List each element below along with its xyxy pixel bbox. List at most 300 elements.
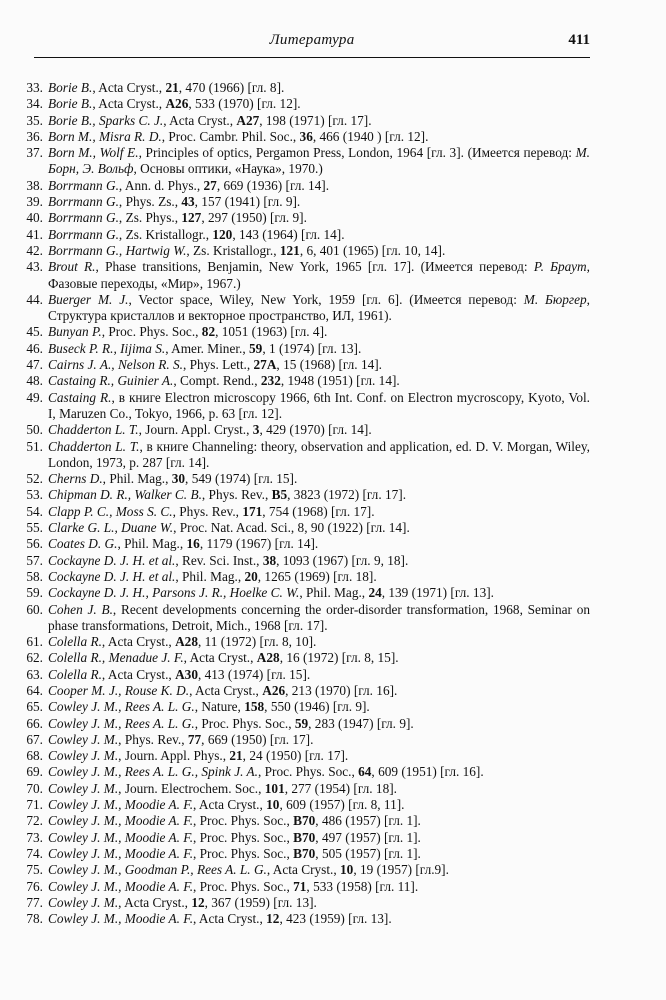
- reference-number: 57.: [26, 552, 43, 568]
- author-names: Colella R., Menadue J. F.: [48, 650, 184, 666]
- volume-number: A26: [262, 682, 286, 698]
- volume-number: 38: [262, 552, 277, 568]
- citation-text: , Phys. Rev.,: [118, 731, 188, 747]
- citation-text: , Phys. Zs.,: [118, 194, 182, 210]
- author-names: Brout R.: [48, 259, 96, 275]
- reference-entry: [10, 487, 590, 503]
- reference-number: 40.: [26, 210, 43, 226]
- citation-text: , 139 (1971) [гл. 13].: [381, 585, 494, 601]
- citation-text: , Vector space, Wiley, New York, 1959 [гл. 6]. (Имеется перевод:: [128, 291, 524, 307]
- reference-entry: [10, 357, 590, 373]
- citation-text: , 413 (1974) [гл. 15].: [197, 666, 311, 682]
- author-names: Borrmann G.: [48, 194, 119, 210]
- reference-text: [48, 716, 590, 732]
- citation-text: , Journ. Electrochem. Soc.,: [118, 780, 265, 796]
- volume-number: 82: [201, 324, 216, 340]
- reference-entry: [10, 602, 590, 635]
- author-names: Borie B.: [48, 80, 93, 95]
- reference-text: [48, 634, 590, 650]
- citation-text: , Acta Cryst.,: [163, 112, 237, 128]
- author-names: Castaing R., Guinier A.: [48, 373, 174, 389]
- citation-text: , Acta Cryst.,: [92, 96, 166, 112]
- citation-text: , 3823 (1972) [гл. 17].: [287, 487, 407, 503]
- author-names: М. Борн, Э. Вольф: [48, 145, 591, 177]
- volume-number: B5: [271, 487, 288, 503]
- reference-entry: [10, 292, 590, 325]
- reference-text: [48, 292, 590, 325]
- reference-number: 45.: [26, 324, 43, 340]
- citation-text: , 533 (1970) [гл. 12].: [188, 96, 301, 112]
- author-names: Cowley J. M., Rees A. L. G.: [48, 699, 195, 715]
- citation-text: , 466 (1940 ) [гл. 12].: [312, 128, 429, 144]
- citation-text: , Phys. Rev.,: [201, 487, 272, 503]
- reference-text: [48, 879, 590, 895]
- volume-number: A26: [165, 96, 189, 112]
- reference-number: 77.: [26, 894, 43, 910]
- page-number: 411: [568, 32, 590, 48]
- volume-number: 101: [264, 780, 285, 796]
- volume-number: 59: [294, 715, 309, 731]
- citation-text: , 423 (1959) [гл. 13].: [279, 911, 392, 927]
- reference-text: [48, 96, 590, 112]
- citation-text: , Acta Cryst.,: [183, 650, 257, 666]
- author-names: Borie B.: [48, 96, 93, 112]
- citation-text: , Proc. Cambr. Phil. Soc.,: [161, 128, 300, 144]
- reference-entry: [10, 634, 590, 650]
- reference-number: 49.: [26, 389, 43, 405]
- citation-text: , Acta Cryst.,: [193, 797, 267, 813]
- citation-text: , Proc. Phys. Soc.,: [193, 878, 294, 894]
- volume-number: 171: [242, 503, 263, 519]
- reference-entry: [10, 145, 590, 178]
- volume-number: 120: [212, 226, 233, 242]
- reference-entry: [10, 504, 590, 520]
- citation-text: , Acta Cryst.,: [101, 666, 176, 682]
- reference-number: 38.: [26, 177, 43, 193]
- citation-text: , Compt. Rend.,: [173, 373, 261, 389]
- citation-text: , Zs. Kristallogr.,: [186, 242, 280, 258]
- citation-text: , 15 (1968) [гл. 14].: [276, 357, 383, 373]
- citation-text: , 367 (1959) [гл. 13].: [204, 894, 317, 910]
- author-names: Colella R.: [48, 666, 102, 682]
- reference-entry: [10, 895, 590, 911]
- citation-text: , 213 (1970) [гл. 16].: [285, 682, 398, 698]
- reference-number: 46.: [26, 340, 43, 356]
- reference-text: [48, 602, 590, 635]
- author-names: М. Бюргер: [523, 291, 587, 307]
- citation-text: , 1179 (1967) [гл. 14].: [199, 536, 319, 552]
- citation-text: , Zs. Phys.,: [118, 210, 182, 226]
- reference-text: [48, 846, 590, 862]
- reference-text: [48, 210, 590, 226]
- citation-text: , 297 (1950) [гл. 9].: [201, 210, 307, 226]
- citation-text: , 470 (1966) [гл. 8].: [178, 80, 285, 95]
- author-names: Cairns J. A., Nelson R. S.: [48, 357, 183, 373]
- author-names: Clapp P. C., Moss S. C.: [48, 503, 173, 519]
- citation-text: , Nature,: [194, 699, 245, 715]
- reference-number: 43.: [26, 259, 43, 275]
- reference-number: 35.: [26, 112, 43, 128]
- citation-text: , Phys. Rev.,: [172, 503, 243, 519]
- reference-number: 36.: [26, 128, 43, 144]
- reference-entry: [10, 113, 590, 129]
- citation-text: , 157 (1941) [гл. 9].: [194, 194, 301, 210]
- citation-text: , Acta Cryst.,: [92, 80, 166, 95]
- reference-entry: [10, 553, 590, 569]
- volume-number: 158: [244, 699, 265, 715]
- reference-entry: [10, 764, 590, 780]
- citation-text: , Acta Cryst.,: [193, 911, 267, 927]
- citation-text: , Proc. Phys. Soc.,: [193, 829, 294, 845]
- author-names: Cohen J. B.: [48, 601, 113, 617]
- author-names: Borrmann G.: [48, 226, 119, 242]
- reference-text: [48, 341, 590, 357]
- volume-number: 12: [266, 911, 280, 927]
- citation-text: , 497 (1957) [гл. 1].: [315, 829, 421, 845]
- citation-text: , Zs. Kristallogr.,: [118, 226, 213, 242]
- reference-entry: [10, 210, 590, 226]
- author-names: Buerger M. J.: [48, 291, 129, 307]
- volume-number: 77: [187, 731, 202, 747]
- citation-text: , 198 (1971) [гл. 17].: [259, 112, 372, 128]
- reference-entry: [10, 324, 590, 340]
- reference-entry: [10, 797, 590, 813]
- volume-number: A28: [175, 634, 198, 650]
- reference-text: [48, 569, 590, 585]
- reference-number: 66.: [26, 715, 43, 731]
- citation-text: , 550 (1946) [гл. 9].: [264, 699, 370, 715]
- volume-number: 16: [186, 536, 200, 552]
- author-names: Cowley J. M.: [48, 780, 119, 796]
- citation-text: , 1093 (1967) [гл. 9, 18].: [276, 552, 409, 568]
- volume-number: A28: [256, 650, 280, 666]
- running-title: Литература: [269, 32, 355, 48]
- citation-text: , Amer. Miner.,: [165, 340, 250, 356]
- reference-entry: [10, 422, 590, 438]
- author-names: Chadderton L. T.: [48, 438, 140, 454]
- volume-number: B70: [293, 813, 316, 829]
- volume-number: A27: [236, 112, 260, 128]
- volume-number: 36: [299, 128, 313, 144]
- reference-number: 37.: [26, 145, 43, 161]
- reference-number: 33.: [26, 80, 43, 95]
- reference-text: [48, 699, 590, 715]
- volume-number: 43: [181, 194, 195, 210]
- author-names: Chipman D. R., Walker C. B.: [48, 487, 202, 503]
- author-names: Born M., Wolf E.: [48, 145, 139, 161]
- reference-text: [48, 357, 590, 373]
- author-names: Cooper M. J., Rouse K. D.: [48, 682, 190, 698]
- reference-entry: [10, 390, 590, 423]
- volume-number: 20: [244, 568, 258, 584]
- author-names: Clarke G. L., Duane W.: [48, 520, 174, 536]
- reference-number: 59.: [26, 585, 43, 601]
- reference-entry: [10, 650, 590, 666]
- citation-text: , 277 (1954) [гл. 18].: [284, 780, 397, 796]
- reference-number: 61.: [26, 634, 43, 650]
- reference-text: [48, 471, 590, 487]
- citation-text: , Proc. Phys. Soc.,: [193, 813, 294, 829]
- reference-list: [10, 80, 590, 927]
- volume-number: 232: [260, 373, 281, 389]
- reference-entry: [10, 911, 590, 927]
- reference-number: 52.: [26, 471, 43, 487]
- reference-number: 62.: [26, 650, 43, 666]
- author-names: Р. Браут: [533, 259, 587, 275]
- reference-entry: [10, 96, 590, 112]
- reference-text: [48, 732, 590, 748]
- reference-entry: [10, 813, 590, 829]
- reference-number: 72.: [26, 813, 43, 829]
- citation-text: , 669 (1950) [гл. 17].: [201, 731, 314, 747]
- volume-number: 127: [181, 210, 202, 226]
- citation-text: , 6, 401 (1965) [гл. 10, 14].: [299, 242, 446, 258]
- citation-text: , Proc. Phys. Soc.,: [194, 715, 295, 731]
- citation-text: , 1 (1974) [гл. 13].: [262, 340, 362, 356]
- reference-number: 48.: [26, 373, 43, 389]
- reference-number: 54.: [26, 503, 43, 519]
- volume-number: 64: [358, 764, 372, 780]
- reference-number: 47.: [26, 357, 43, 373]
- reference-entry: [10, 80, 590, 96]
- citation-text: , Phase transitions, Benjamin, New York, 1965 [гл. 17]. (Имеется перевод:: [95, 259, 534, 275]
- volume-number: 59: [249, 340, 263, 356]
- reference-number: 65.: [26, 699, 43, 715]
- reference-text: [48, 650, 590, 666]
- reference-text: [48, 227, 590, 243]
- citation-text: , 143 (1964) [гл. 14].: [232, 226, 345, 242]
- volume-number: 3: [252, 422, 260, 438]
- author-names: Colella R.: [48, 634, 102, 650]
- reference-text: [48, 259, 590, 292]
- citation-text: , Proc. Phys. Soc.,: [101, 324, 202, 340]
- author-names: Borrmann G., Hartwig W.: [48, 242, 187, 258]
- reference-entry: [10, 259, 590, 292]
- citation-text: , Acta Cryst.,: [266, 862, 341, 878]
- author-names: Chadderton L. T.: [48, 422, 139, 438]
- author-names: Coates D. G.: [48, 536, 118, 552]
- volume-number: 10: [340, 862, 354, 878]
- reference-text: [48, 439, 590, 472]
- author-names: Cowley J. M., Moodie A. F.: [48, 829, 194, 845]
- author-names: Cowley J. M.: [48, 731, 119, 747]
- reference-text: [48, 129, 590, 145]
- author-names: Cowley J. M., Rees A. L. G.: [48, 715, 195, 731]
- reference-entry: [10, 846, 590, 862]
- author-names: Cockayne D. J. H. et al.: [48, 568, 176, 584]
- header-rule: [34, 57, 590, 58]
- reference-number: 75.: [26, 862, 43, 878]
- citation-text: , Proc. Nat. Acad. Sci., 8, 90 (1922) [гл. 14].: [173, 520, 410, 536]
- reference-entry: [10, 227, 590, 243]
- reference-entry: [10, 667, 590, 683]
- reference-number: 58.: [26, 568, 43, 584]
- citation-text: , 549 (1974) [гл. 15].: [185, 471, 298, 487]
- reference-text: [48, 813, 590, 829]
- reference-number: 53.: [26, 487, 43, 503]
- citation-text: , в книге Channeling: theory, observation and application, ed. D. V. Morgan, Wiley, London, 1973, p. 287 [гл. 14].: [48, 438, 590, 470]
- citation-text: , Rev. Sci. Inst.,: [175, 552, 263, 568]
- reference-text: [48, 178, 590, 194]
- author-names: Borie B., Sparks C. J.: [48, 112, 164, 128]
- citation-text: , 1948 (1951) [гл. 14].: [280, 373, 400, 389]
- author-names: Cowley J. M., Moodie A. F.: [48, 878, 194, 894]
- reference-entry: [10, 781, 590, 797]
- citation-text: , Структура кристаллов и векторное пространство, ИЛ, 1961).: [48, 291, 590, 324]
- reference-number: 44.: [26, 291, 43, 307]
- reference-text: [48, 764, 590, 780]
- citation-text: , 429 (1970) [гл. 14].: [259, 422, 372, 438]
- author-names: Borrmann G.: [48, 210, 119, 226]
- citation-text: , 609 (1957) [гл. 8, 11].: [279, 797, 405, 813]
- reference-text: [48, 748, 590, 764]
- citation-text: , 505 (1957) [гл. 1].: [315, 845, 421, 861]
- reference-entry: [10, 830, 590, 846]
- citation-text: , Основы оптики, «Наука», 1970.): [133, 161, 323, 177]
- reference-number: 34.: [26, 96, 43, 112]
- citation-text: , Phys. Lett.,: [182, 357, 254, 373]
- reference-text: [48, 80, 590, 96]
- volume-number: 121: [279, 242, 300, 258]
- reference-number: 56.: [26, 536, 43, 552]
- reference-number: 42.: [26, 242, 43, 258]
- reference-entry: [10, 178, 590, 194]
- reference-entry: [10, 862, 590, 878]
- reference-entry: [10, 699, 590, 715]
- reference-number: 55.: [26, 520, 43, 536]
- reference-entry: [10, 129, 590, 145]
- citation-text: , 24 (1950) [гл. 17].: [242, 748, 349, 764]
- citation-text: , 754 (1968) [гл. 17].: [262, 503, 375, 519]
- reference-text: [48, 487, 590, 503]
- reference-entry: [10, 585, 590, 601]
- citation-text: , в книге Electron microscopy 1966, 6th Int. Conf. on Electron mycroscopy, Kyoto, Vol. I, Maruzen Co., Tokyo, 1966, p. 63 [гл. 12].: [48, 389, 591, 421]
- page-header: [34, 32, 590, 54]
- citation-text: , Phil. Mag.,: [102, 471, 172, 487]
- reference-number: 63.: [26, 666, 43, 682]
- reference-text: [48, 243, 590, 259]
- reference-number: 74.: [26, 845, 43, 861]
- author-names: Cowley J. M., Moodie A. F.: [48, 845, 194, 861]
- author-names: Cowley J. M., Moodie A. F.: [48, 911, 194, 927]
- reference-number: 76.: [26, 878, 43, 894]
- author-names: Cockayne D. J. H., Parsons J. R., Hoelke C. W.: [48, 585, 300, 601]
- citation-text: , Phil. Mag.,: [299, 585, 369, 601]
- volume-number: 71: [293, 878, 307, 894]
- citation-text: , Proc. Phys. Soc.,: [258, 764, 359, 780]
- volume-number: B70: [293, 845, 316, 861]
- reference-text: [48, 520, 590, 536]
- reference-number: 69.: [26, 764, 43, 780]
- reference-entry: [10, 471, 590, 487]
- citation-text: , Acta Cryst.,: [118, 894, 192, 910]
- reference-text: [48, 194, 590, 210]
- reference-entry: [10, 373, 590, 389]
- citation-text: , 609 (1951) [гл. 16].: [371, 764, 484, 780]
- reference-text: [48, 373, 590, 389]
- volume-number: 27: [203, 177, 217, 193]
- reference-text: [48, 797, 590, 813]
- author-names: Cowley J. M., Moodie A. F.: [48, 797, 194, 813]
- author-names: Cowley J. M., Moodie A. F.: [48, 813, 194, 829]
- reference-entry: [10, 879, 590, 895]
- citation-text: , Acta Cryst.,: [189, 682, 263, 698]
- volume-number: 21: [229, 748, 243, 764]
- citation-text: , 283 (1947) [гл. 9].: [308, 715, 414, 731]
- citation-text: , Фазовые переходы, «Мир», 1967.): [48, 259, 590, 291]
- citation-text: , Ann. d. Phys.,: [118, 177, 204, 193]
- reference-text: [48, 145, 590, 178]
- citation-text: , 1265 (1969) [гл. 18].: [257, 568, 377, 584]
- author-names: Bunyan P.: [48, 324, 102, 340]
- reference-entry: [10, 732, 590, 748]
- reference-text: [48, 553, 590, 569]
- reference-number: 71.: [26, 797, 43, 813]
- reference-number: 68.: [26, 748, 43, 764]
- reference-text: [48, 504, 590, 520]
- reference-text: [48, 324, 590, 340]
- volume-number: 12: [191, 894, 205, 910]
- citation-text: , Phil. Mag.,: [175, 568, 245, 584]
- reference-entry: [10, 748, 590, 764]
- volume-number: 24: [368, 585, 382, 601]
- reference-number: 67.: [26, 731, 43, 747]
- author-names: Cowley J. M.: [48, 748, 119, 764]
- volume-number: 30: [171, 471, 186, 487]
- volume-number: 10: [266, 797, 280, 813]
- citation-text: , Phil. Mag.,: [117, 536, 187, 552]
- volume-number: B70: [293, 829, 316, 845]
- reference-number: 73.: [26, 829, 43, 845]
- reference-number: 50.: [26, 422, 43, 438]
- citation-text: , Recent developments concerning the order-disorder transformation, 1968, Seminar on phase transformations, Detroit, Mich., 1968 [гл. 17].: [48, 601, 591, 633]
- citation-text: , Proc. Phys. Soc.,: [193, 845, 294, 861]
- reference-entry: [10, 683, 590, 699]
- reference-text: [48, 585, 590, 601]
- reference-text: [48, 911, 590, 927]
- reference-text: [48, 830, 590, 846]
- citation-text: , 19 (1957) [гл.9].: [353, 862, 449, 878]
- reference-entry: [10, 341, 590, 357]
- volume-number: A30: [175, 666, 198, 682]
- author-names: Buseck P. R., Iijima S.: [48, 340, 166, 356]
- reference-text: [48, 895, 590, 911]
- author-names: Cowley J. M., Rees A. L. G., Spink J. A.: [48, 764, 259, 780]
- volume-number: 27A: [253, 357, 277, 373]
- reference-number: 70.: [26, 780, 43, 796]
- author-names: Borrmann G.: [48, 177, 119, 193]
- reference-entry: [10, 569, 590, 585]
- citation-text: , 533 (1958) [гл. 11].: [306, 878, 419, 894]
- reference-entry: [10, 439, 590, 472]
- reference-number: 41.: [26, 226, 43, 242]
- reference-text: [48, 422, 590, 438]
- reference-text: [48, 667, 590, 683]
- citation-text: , 486 (1957) [гл. 1].: [315, 813, 421, 829]
- reference-entry: [10, 716, 590, 732]
- citation-text: , Acta Cryst.,: [101, 634, 176, 650]
- citation-text: , 16 (1972) [гл. 8, 15].: [279, 650, 399, 666]
- reference-entry: [10, 536, 590, 552]
- author-names: Cowley J. M., Goodman P., Rees A. L. G.: [48, 862, 267, 878]
- citation-text: , Journ. Appl. Phys.,: [118, 748, 230, 764]
- reference-text: [48, 390, 590, 423]
- citation-text: , 11 (1972) [гл. 8, 10].: [197, 634, 317, 650]
- citation-text: , 669 (1936) [гл. 14].: [216, 177, 330, 193]
- author-names: Born M., Misra R. D.: [48, 128, 162, 144]
- citation-text: , Principles of optics, Pergamon Press, London, 1964 [гл. 3]. (Имеется перевод:: [138, 145, 576, 161]
- author-names: Cowley J. M.: [48, 894, 119, 910]
